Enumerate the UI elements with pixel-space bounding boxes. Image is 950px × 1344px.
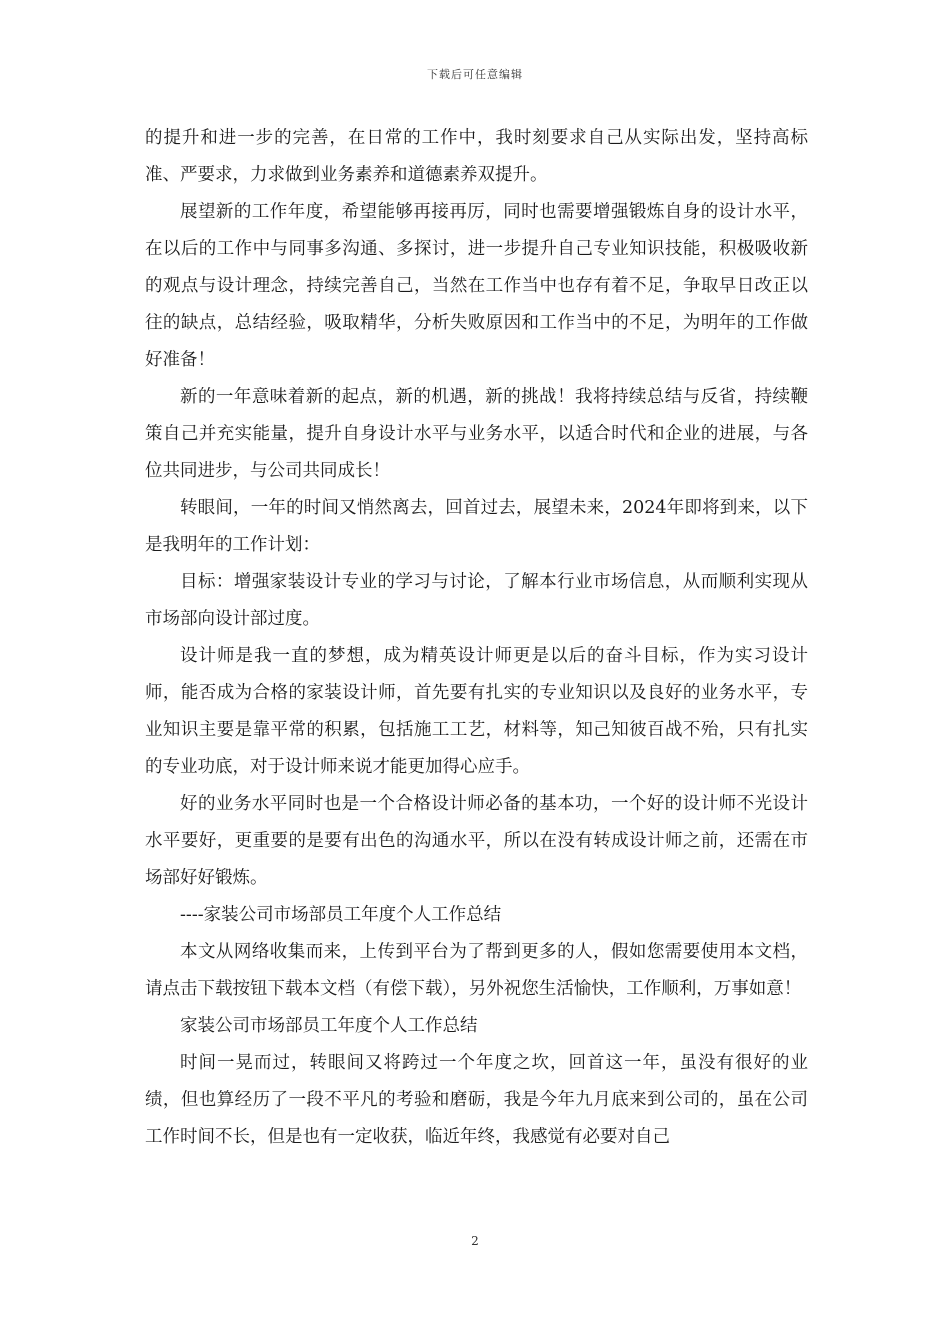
- paragraph: 好的业务水平同时也是一个合格设计师必备的基本功，一个好的设计师不光设计水平要好，更重要的是要有出色的沟通水平，所以在没有转成设计师之前，还需在市场部好好锻炼。: [145, 794, 808, 888]
- document-body: [145, 120, 808, 1156]
- page-header: 下载后可任意编辑: [427, 68, 523, 81]
- paragraph: 展望新的工作年度，希望能够再接再厉，同时也需要增强锻炼自身的设计水平，在以后的工作中与同事多沟通、多探讨，进一步提升自己专业知识技能，积极吸收新的观点与设计理念，持续完善自己，当然在工作当中也存有着不足，争取早日改正以往的缺点，总结经验，吸取精华，分析失败原因和工作当中的不足，为明年的工作做好准备！: [145, 202, 808, 370]
- paragraph: 新的一年意味着新的起点，新的机遇，新的挑战！我将持续总结与反省，持续鞭策自己并充实能量，提升自身设计水平与业务水平，以适合时代和企业的进展，与各位共同进步，与公司共同成长！: [145, 387, 808, 481]
- paragraph: 本文从网络收集而来，上传到平台为了帮到更多的人，假如您需要使用本文档，请点击下载按钮下载本文档（有偿下载），另外祝您生活愉快，工作顺利，万事如意！: [145, 942, 808, 999]
- paragraph: 设计师是我一直的梦想，成为精英设计师更是以后的奋斗目标，作为实习设计师，能否成为合格的家装设计师，首先要有扎实的专业知识以及良好的业务水平，专业知识主要是靠平常的积累，包括施工工艺，材料等，知己知彼百战不殆，只有扎实的专业功底，对于设计师来说才能更加得心应手。: [145, 646, 808, 777]
- paragraph: 时间一晃而过，转眼间又将跨过一个年度之坎，回首这一年，虽没有很好的业绩，但也算经历了一段不平凡的考验和磨砺，我是今年九月底来到公司的，虽在公司工作时间不长，但是也有一定收获，临近年终，我感觉有必要对自己: [145, 1053, 808, 1147]
- signature-line: ----家装公司市场部员工年度个人工作总结: [180, 905, 502, 925]
- paragraph: 的提升和进一步的完善，在日常的工作中，我时刻要求自己从实际出发，坚持高标准、严要求，力求做到业务素养和道德素养双提升。: [145, 128, 808, 185]
- document-title: 家装公司市场部员工年度个人工作总结: [180, 1016, 478, 1036]
- paragraph: 转眼间，一年的时间又悄然离去，回首过去，展望未来，2024年即将到来，以下是我明年的工作计划：: [145, 498, 808, 555]
- page-number: 2: [471, 1234, 479, 1248]
- paragraph: 目标：增强家装设计专业的学习与讨论，了解本行业市场信息，从而顺利实现从市场部向设计部过度。: [145, 572, 808, 629]
